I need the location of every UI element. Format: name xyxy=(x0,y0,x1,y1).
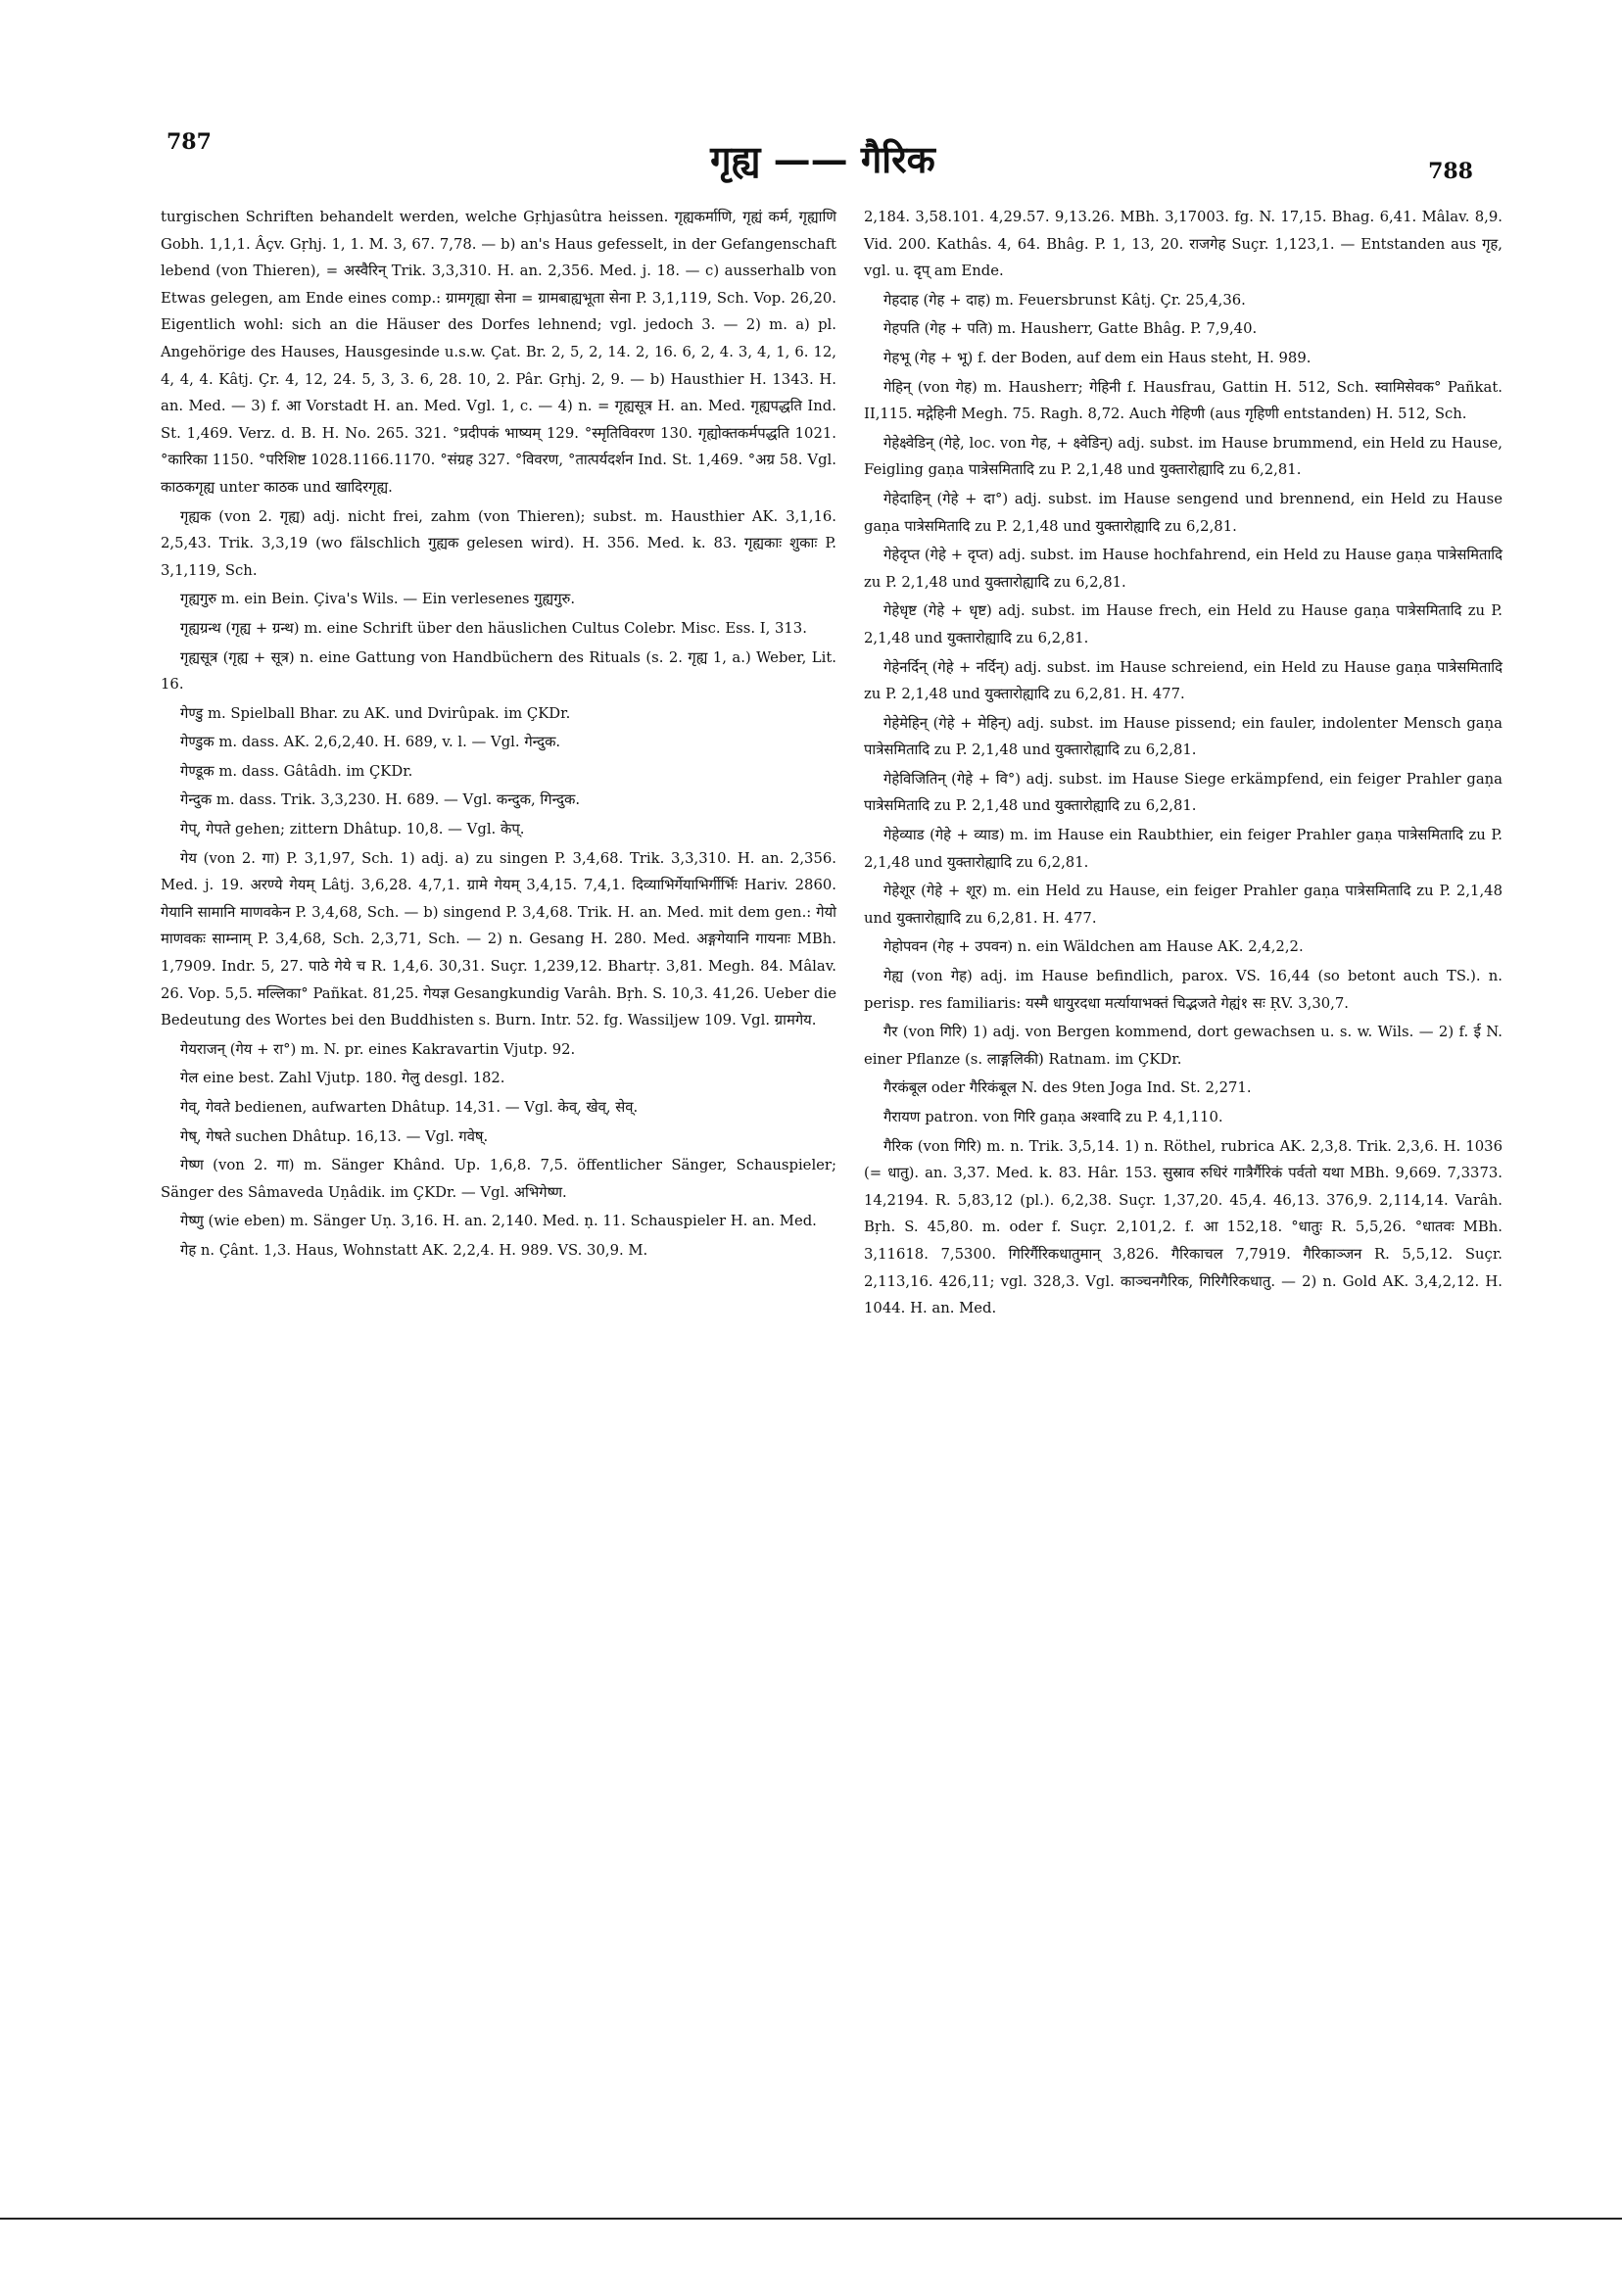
dictionary-entry: गेव्, गेवते bedienen, aufwarten Dhâtup. 14,31. — Vgl. केव्, खेव्, सेव्. xyxy=(180,1099,639,1116)
dictionary-entry: गेयराजन् (गेय + रा°) m. N. pr. eines Kakravartin Vjutp. 92. xyxy=(180,1040,576,1058)
dictionary-entry: गेप्, गेपते gehen; zittern Dhâtup. 10,8. — Vgl. केप्. xyxy=(180,821,525,838)
dictionary-entry: गेण्डूक m. dass. Gâtâdh. im ÇKDr. xyxy=(180,762,413,780)
dictionary-entry: गेहेविजितिन् (गेहे + वि°) adj. subst. im Hause Siege erkämpfend, ein feiger Prahler gaṇa पात्रेसमितादि zu P. 2,1,48 und युक्तारोह्यादि zu 6,2,81. xyxy=(864,770,1503,815)
dictionary-entry: गेण्डु m. Spielball Bhar. zu AK. und Dvirûpak. im ÇKDr. xyxy=(180,704,571,722)
dictionary-entry: गेष्ण (von 2. गा) m. Sänger Khând. Up. 1,6,8. 7,5. öffentlicher Sänger, Schauspieler; Sänger des Sâmaveda Uṇâdik. im ÇKDr. — Vgl. अभिगेष्ण. xyxy=(161,1157,836,1201)
dictionary-entry: गेष्, गेषते suchen Dhâtup. 16,13. — Vgl. गवेष्. xyxy=(180,1127,489,1145)
dictionary-entry: गेहपति (गेह + पति) m. Hausherr, Gatte Bhâg. P. 7,9,40. xyxy=(883,320,1258,338)
dictionary-entry: गैर (von गिरि) 1) adj. von Bergen kommend, dort gewachsen u. s. w. Wils. — 2) f. ई N. einer Pflanze (s. लाङ्गलिकी) Ratnam. im ÇKDr. xyxy=(864,1024,1503,1068)
dictionary-entry: गेहेशूर (गेहे + शूर) m. ein Held zu Hause, ein feiger Prahler gaṇa पात्रेसमितादि zu P. 2,1,48 und युक्तारोह्यादि zu 6,2,81. H. 477. xyxy=(864,883,1503,927)
dictionary-entry: गैरिक (von गिरि) m. n. Trik. 3,5,14. 1) n. Röthel, rubrica AK. 2,3,8. Trik. 2,3,6. H. 1036 (= धातु). an. 3,37. Med. k. 83. Hâr. 153. सुस्राव रुधिरं गात्रैर्गैरिकं पर्वतो यथा MBh. 9,669. 7,3373. 14,2194. R. 5,83,12 (pl.). 6,2,38. Suçr. 1,37,20. 45,4. 46,13. 376,9. 2,114,14. Varâh. Bṛh. S. 45,80. m. oder f. Suçr. 2,101,2. f. आ 152,18. °धातुः R. 5,5,26. °धातवः MBh. 3,11618. 7,5300. गिरिर्गैरिकधातुमान् 3,826. गैरिकाचल 7,7919. गैरिकाञ्जन R. 5,5,12. Suçr. 2,113,16. 426,11; vgl. 328,3. Vgl. काञ्चनगैरिक, गिरिगैरिकधातु. — 2) n. Gold AK. 3,4,2,12. H. 1044. H. an. Med. xyxy=(864,1137,1503,1317)
dictionary-entry: गेहोपवन (गेह + उपवन) n. ein Wäldchen am Hause AK. 2,4,2,2. xyxy=(883,938,1304,956)
dictionary-entry: गेहेदृप्त (गेहे + दृप्त) adj. subst. im Hause hochfahrend, ein Held zu Hause gaṇa पात्रेसमितादि zu P. 2,1,48 und युक्तारोह्यादि zu 6,2,81. xyxy=(864,547,1503,591)
left-column xyxy=(161,204,836,1267)
dictionary-entry: गृह्यक (von 2. गृह्य) adj. nicht frei, zahm (von Thieren); subst. m. Hausthier AK. 3,1,16. 2,5,43. Trik. 3,3,19 (wo fälschlich गुह्यक gelesen wird). H. 356. Med. k. 83. गृह्यकाः शुकाः P. 3,1,119, Sch. xyxy=(161,507,836,579)
dictionary-entry: गेहिन् (von गेह) m. Hausherr; गेहिनी f. Hausfrau, Gattin H. 512, Sch. स्वामिसेवक° Pañkat. II,115. मद्गेहिनी Megh. 75. Ragh. 8,72. Auch गेहिणी (aus गृहिणी entstanden) H. 512, Sch. xyxy=(864,378,1503,423)
dictionary-entry: गेय (von 2. गा) P. 3,1,97, Sch. 1) adj. a) zu singen P. 3,4,68. Trik. 3,3,310. H. an. 2,356. Med. j. 19. अरण्ये गेयम् Lâtj. 3,6,28. 4,7,1. ग्रामे गेयम् 3,4,15. 7,4,1. दिव्याभिर्गेयाभिर्गीर्भिः Hariv. 2860. गेयानि सामानि माणवकेन P. 3,4,68, Sch. — b) singend P. 3,4,68. Trik. H. an. Med. mit dem gen.: गेयो माणवकः साम्नाम् P. 3,4,68, Sch. 2,3,71, Sch. — 2) n. Gesang H. 280. Med. अङ्गगेयानि गायनाः MBh. 1,7909. Indr. 5, 27. पाठे गेये च R. 1,4,6. 30,31. Suçr. 1,239,12. Bhartṛ. 3,81. Megh. 84. Mâlav. 26. Vop. 5,5. मल्लिका° Pañkat. 81,25. गेयज्ञ Gesangkundig Varâh. Bṛh. S. 10,3. 41,26. Ueber die Bedeutung des Wortes bei den Buddhisten s. Burn. Intr. 52. fg. Wassiljew 109. Vgl. ग्रामगेय. xyxy=(161,849,836,1029)
dictionary-entry: गेहदाह (गेह + दाह) m. Feuersbrunst Kâtj. Çr. 25,4,36. xyxy=(883,291,1246,309)
dictionary-entry: गेहेक्ष्वेडिन् (गेहे, loc. von गेह, + क्ष्वेडिन्) adj. subst. im Hause brummend, ein Held zu Hause, Feigling gaṇa पात्रेसमितादि zu P. 2,1,48 und युक्तारोह्यादि zu 6,2,81. xyxy=(864,434,1503,479)
dictionary-entry: गेहभू (गेह + भू) f. der Boden, auf dem ein Haus steht, H. 989. xyxy=(883,349,1312,366)
dictionary-entry: गृह्यसूत्र (गृह्य + सूत्र) n. eine Gattung von Handbüchern des Rituals (s. 2. गृह्य 1, a.) Weber, Lit. 16. xyxy=(161,648,836,694)
dictionary-entry: गेह्य (von गेह) adj. im Hause befindlich, parox. VS. 16,44 (so betont auch TS.). n. perisp. res familiaris: यस्मै धायुरदधा मर्त्यायाभक्तं चिद्भजते गेह्यं१ सः ṚV. 3,30,7. xyxy=(864,968,1503,1012)
dictionary-entry: गेल eine best. Zahl Vjutp. 180. गेलु desgl. 182. xyxy=(180,1070,505,1087)
page-number-right: 788 xyxy=(1428,159,1473,184)
dictionary-entry: गेह n. Çânt. 1,3. Haus, Wohnstatt AK. 2,2,4. H. 989. VS. 30,9. M. xyxy=(180,1241,648,1259)
page-number-left: 787 xyxy=(167,129,212,155)
dictionary-entry: turgischen Schriften behandelt werden, welche Gṛhjasûtra heissen. गृह्यकर्माणि, गृह्यं कर्म, गृह्याणि Gobh. 1,1,1. Âçv. Gṛhj. 1, 1. M. 3, 67. 7,78. — b) an's Haus gefesselt, in der Gefangenschaft lebend (von Thieren), = अस्वैरिन् Trik. 3,3,310. H. an. 2,356. Med. j. 18. — c) ausserhalb von Etwas gelegen, am Ende eines comp.: ग्रामगृह्या सेना = ग्रामबाह्यभूता सेना P. 3,1,119, Sch. Vop. 26,20. Eigentlich wohl: sich an die Häuser des Dorfes lehnend; vgl. jedoch 3. — 2) m. a) pl. Angehörige des Hauses, Hausgesinde u.s.w. Çat. Br. 2, 5, 2, 14. 2, 16. 6, 2, 4. 3, 4, 1, 6. 12, 4, 4, 4. Kâtj. Çr. 4, 12, 24. 5, 3, 3. 6, 28. 10, 2. Pâr. Gṛhj. 2, 9. — b) Hausthier H. 1343. H. an. Med. — 3) f. आ Vorstadt H. an. Med. Vgl. 1, c. — 4) n. = गृह्यसूत्र H. an. Med. गृह्यपद्धति Ind. St. 1,469. Verz. d. B. H. No. 265. 321. °प्रदीपकं भाष्यम् 129. °स्मृतिविवरण 130. गृह्योक्तकर्मपद्धति 1021. °कारिका 1150. °परिशिष्ट 1028.1166.1170. °संग्रह 327. °विवरण, °तात्पर्यदर्शन Ind. St. 1,469. °अग्र 58. Vgl. काठकगृह्य unter काठक und खादिरगृह्य. xyxy=(161,209,836,496)
dictionary-entry: गेन्दुक m. dass. Trik. 3,3,230. H. 689. — Vgl. कन्दुक, गिन्दुक. xyxy=(180,791,581,809)
bottom-rule xyxy=(0,2218,1622,2220)
running-head: गृह्य —— गैरिक xyxy=(710,137,935,181)
dictionary-entry: गेहेव्याड (गेहे + व्याड) m. im Hause ein Raubthier, ein feiger Prahler gaṇa पात्रेसमितादि zu P. 2,1,48 und युक्तारोह्यादि zu 6,2,81. xyxy=(864,827,1503,871)
dictionary-entry: गैरायण patron. von गिरि gaṇa अश्वादि zu P. 4,1,110. xyxy=(883,1109,1223,1125)
dictionary-entry: गृह्यग्रन्थ (गृह्य + ग्रन्थ) m. eine Schrift über den häuslichen Cultus Colebr. Misc. Ess. I, 313. xyxy=(180,619,807,637)
dictionary-entry: 2,184. 3,58.101. 4,29.57. 9,13.26. MBh. 3,17003. fg. N. 17,15. Bhag. 6,41. Mâlav. 8,9. Vid. 200. Kathâs. 4, 64. Bhâg. P. 1, 13, 20. राजगेह Suçr. 1,123,1. — Entstanden aus गृह, vgl. u. दृप् am Ende. xyxy=(864,209,1503,280)
dictionary-entry: गेहेमेहिन् (गेहे + मेहिन्) adj. subst. im Hause pissend; ein fauler, indolenter Mensch gaṇa पात्रेसमितादि zu P. 2,1,48 und युक्तारोह्यादि zu 6,2,81. xyxy=(864,714,1503,759)
dictionary-entry: गैरकंबूल oder गैरिकंबूल N. des 9ten Joga Ind. St. 2,271. xyxy=(883,1079,1252,1097)
dictionary-entry: गेहेधृष्ट (गेहे + धृष्ट) adj. subst. im Hause frech, ein Held zu Hause gaṇa पात्रेसमितादि zu P. 2,1,48 und युक्तारोह्यादि zu 6,2,81. xyxy=(864,602,1503,646)
dictionary-entry: गेष्णु (wie eben) m. Sänger Uṇ. 3,16. H. an. 2,140. Med. ṇ. 11. Schauspieler H. an. Med. xyxy=(180,1213,817,1230)
dictionary-entry: गेहेनर्दिन् (गेहे + नर्दिन्) adj. subst. im Hause schreiend, ein Held zu Hause gaṇa पात्रेसमितादि zu P. 2,1,48 und युक्तारोह्यादि zu 6,2,81. H. 477. xyxy=(864,658,1503,703)
right-column xyxy=(864,204,1503,1324)
dictionary-entry: गृह्यगुरु m. ein Bein. Çiva's Wils. — Ein verlesenes गुह्यगुरु. xyxy=(180,591,576,608)
dictionary-entry: गेहेदाहिन् (गेहे + दा°) adj. subst. im Hause sengend und brennend, ein Held zu Hause gaṇa पात्रेसमितादि zu P. 2,1,48 und युक्तारोह्यादि zu 6,2,81. xyxy=(864,490,1503,535)
dictionary-entry: गेण्डुक m. dass. AK. 2,6,2,40. H. 689, v. l. — Vgl. गेन्दुक. xyxy=(180,734,561,751)
